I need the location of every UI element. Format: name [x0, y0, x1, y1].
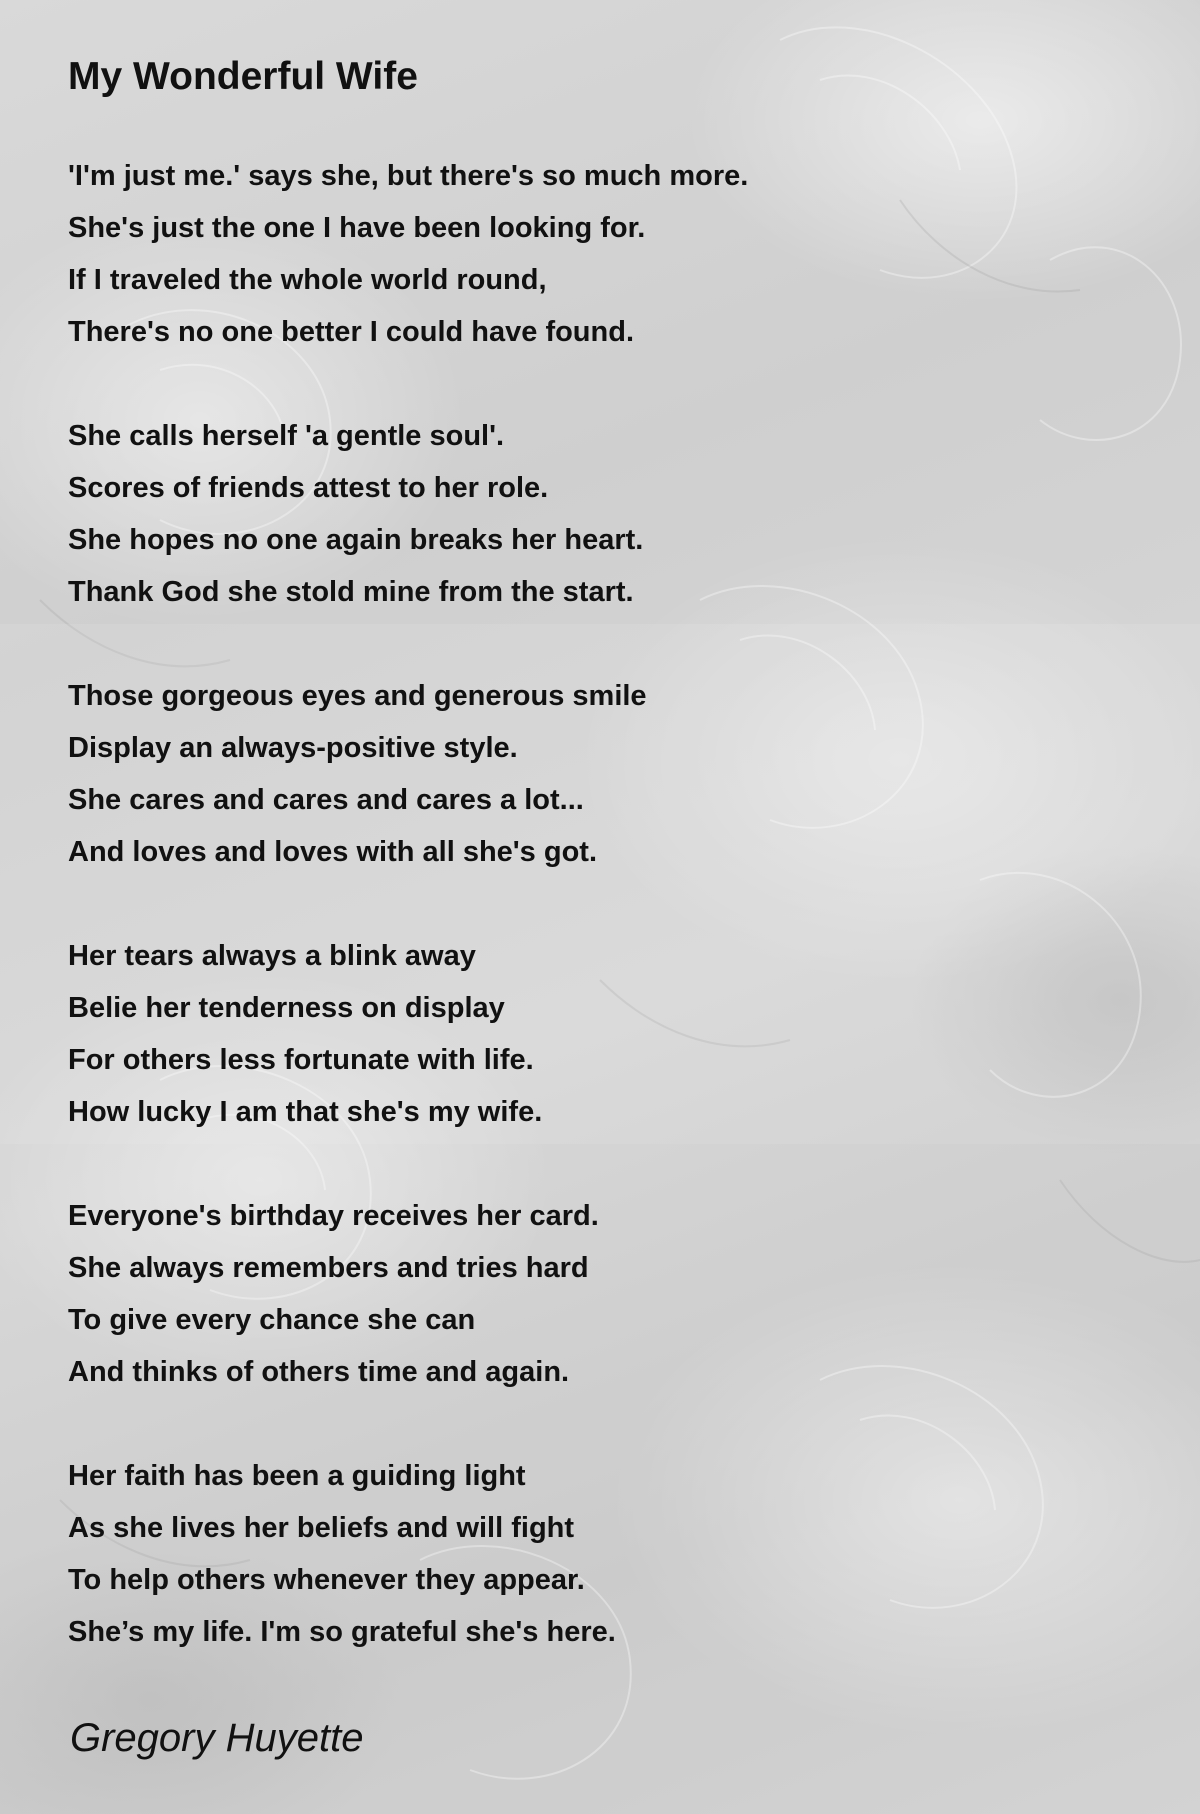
poem-line: She always remembers and tries hard — [68, 1252, 589, 1284]
poem-line: To help others whenever they appear. — [68, 1564, 585, 1596]
poem-line: Her faith has been a guiding light — [68, 1460, 526, 1492]
poem-body — [68, 150, 1148, 1710]
poem-author: Gregory Huyette — [70, 1716, 364, 1760]
poem-line: How lucky I am that she's my wife. — [68, 1096, 543, 1128]
poem-line: And thinks of others time and again. — [68, 1356, 570, 1388]
poem-title: My Wonderful Wife — [68, 55, 418, 98]
poem-line: Scores of friends attest to her role. — [68, 472, 549, 504]
poem-line: She cares and cares and cares a lot... — [68, 784, 584, 816]
poem-line: Everyone's birthday receives her card. — [68, 1200, 599, 1232]
poem-line: And loves and loves with all she's got. — [68, 836, 598, 868]
poem-line: Those gorgeous eyes and generous smile — [68, 680, 647, 712]
stanza-2 — [68, 410, 1148, 618]
poem-line: Display an always-positive style. — [68, 732, 518, 764]
poem-line: There's no one better I could have found. — [68, 316, 635, 348]
stanza-1 — [68, 150, 1148, 358]
poem-line: Belie her tenderness on display — [68, 992, 505, 1024]
poem-line: Thank God she stold mine from the start. — [68, 576, 634, 608]
poem-line: To give every chance she can — [68, 1304, 476, 1336]
poem-line: She calls herself 'a gentle soul'. — [68, 420, 505, 452]
poem-line: She's just the one I have been looking for. — [68, 212, 646, 244]
poem-line: For others less fortunate with life. — [68, 1044, 534, 1076]
poem-line: Her tears always a blink away — [68, 940, 476, 972]
stanza-3 — [68, 670, 1148, 878]
stanza-6 — [68, 1450, 1148, 1658]
poem-line: She hopes no one again breaks her heart. — [68, 524, 644, 556]
poem-line: As she lives her beliefs and will fight — [68, 1512, 575, 1544]
poem-line: If I traveled the whole world round, — [68, 264, 547, 296]
poem-line: 'I'm just me.' says she, but there's so much more. — [68, 160, 749, 192]
poem-line: She’s my life. I'm so grateful she's here. — [68, 1616, 616, 1648]
stanza-5 — [68, 1190, 1148, 1398]
stanza-4 — [68, 930, 1148, 1138]
